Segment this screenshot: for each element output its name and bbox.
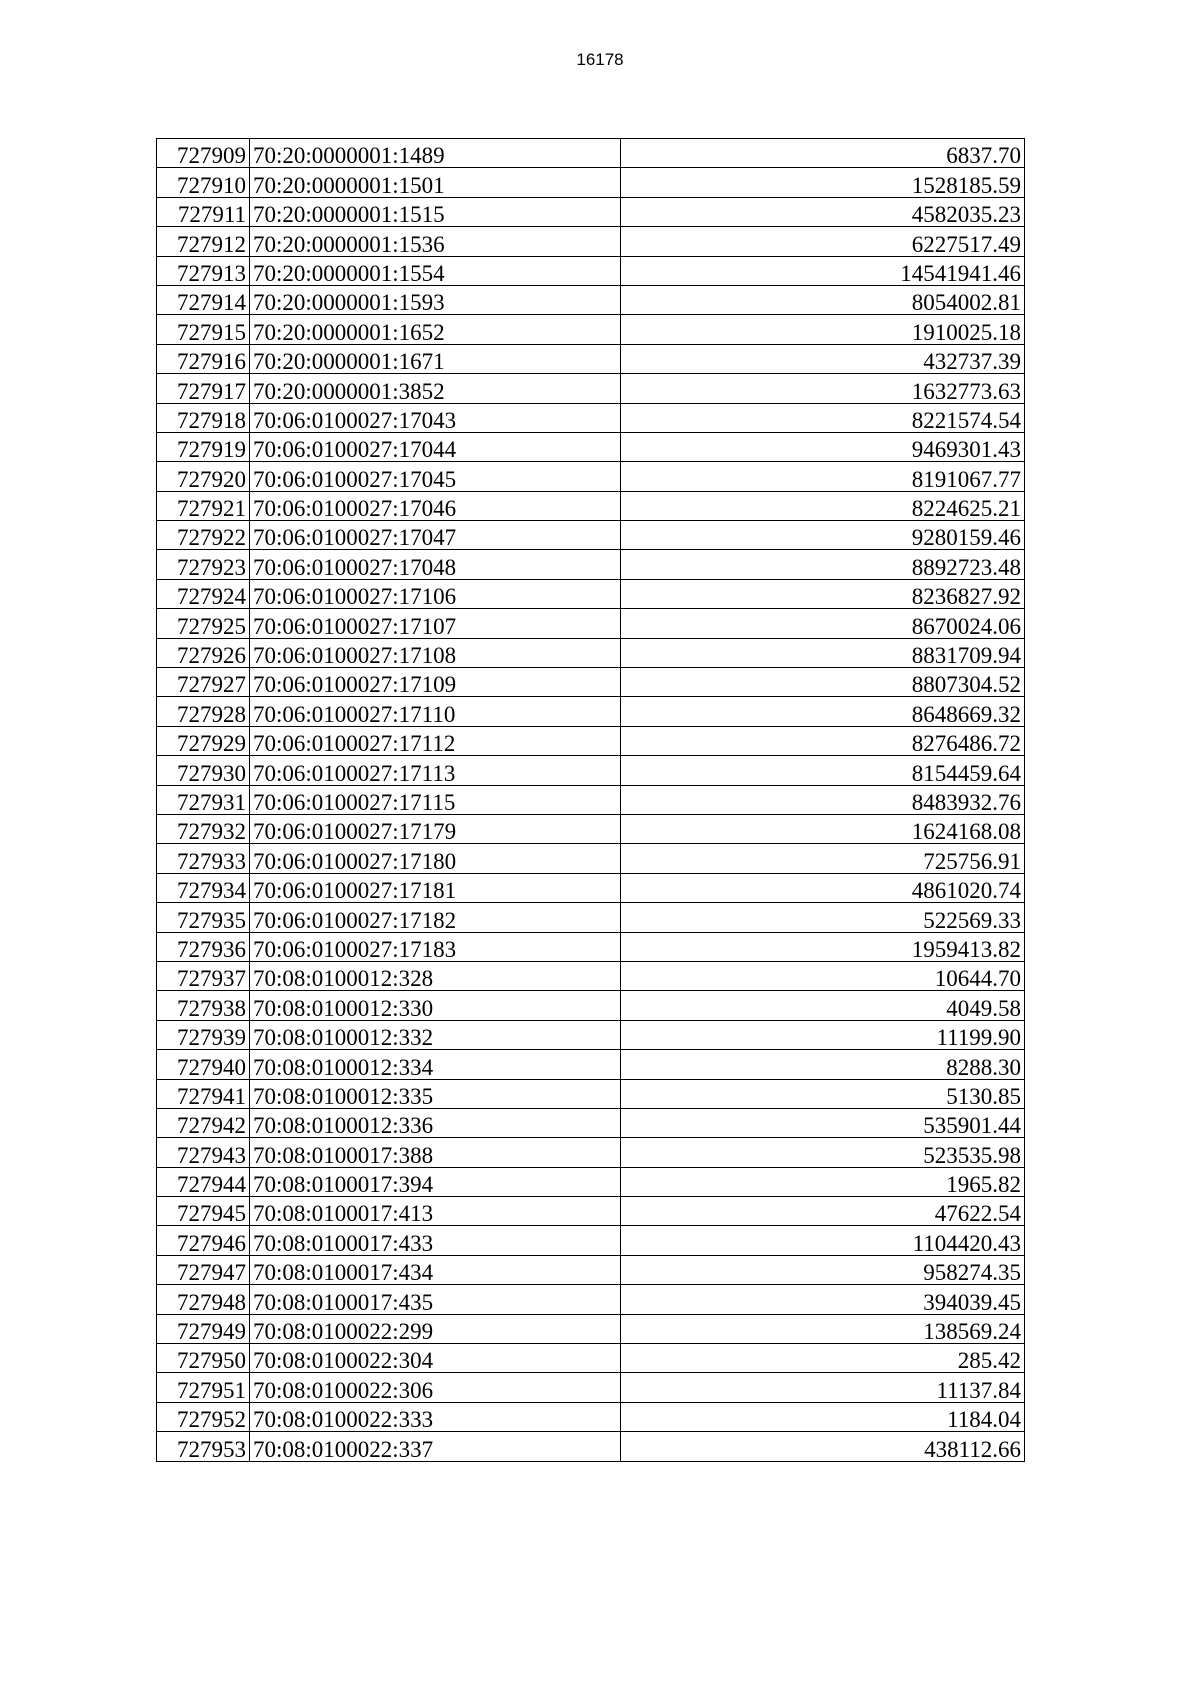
- cadastral-number-cell: 70:06:0100027:17181: [250, 873, 621, 902]
- cadastral-number-cell: 70:06:0100027:17106: [250, 579, 621, 608]
- row-number-cell: 727917: [157, 374, 250, 403]
- cadastral-number-cell: 70:06:0100027:17180: [250, 844, 621, 873]
- row-number-cell: 727926: [157, 638, 250, 667]
- value-cell: 8483932.76: [621, 785, 1025, 814]
- row-number-cell: 727938: [157, 991, 250, 1020]
- cadastral-number-cell: 70:08:0100012:328: [250, 961, 621, 990]
- row-number-cell: 727951: [157, 1373, 250, 1402]
- value-cell: 8154459.64: [621, 756, 1025, 785]
- value-cell: 285.42: [621, 1344, 1025, 1373]
- row-number-cell: 727932: [157, 814, 250, 843]
- value-cell: 9469301.43: [621, 432, 1025, 461]
- table-body: [157, 139, 1025, 1462]
- row-number-cell: 727912: [157, 227, 250, 256]
- row-number-cell: 727942: [157, 1108, 250, 1137]
- cadastral-number-cell: 70:08:0100017:434: [250, 1255, 621, 1284]
- table-row: [157, 1285, 1025, 1314]
- value-cell: 14541941.46: [621, 256, 1025, 285]
- row-number-cell: 727933: [157, 844, 250, 873]
- value-cell: 138569.24: [621, 1314, 1025, 1343]
- cadastral-number-cell: 70:20:0000001:1489: [250, 139, 621, 168]
- value-cell: 1965.82: [621, 1167, 1025, 1196]
- table-row: [157, 315, 1025, 344]
- row-number-cell: 727936: [157, 932, 250, 961]
- cadastral-number-cell: 70:06:0100027:17182: [250, 903, 621, 932]
- table-row: [157, 609, 1025, 638]
- table-row: [157, 1079, 1025, 1108]
- cadastral-number-cell: 70:06:0100027:17179: [250, 814, 621, 843]
- table-row: [157, 873, 1025, 902]
- table-row: [157, 932, 1025, 961]
- value-cell: 4582035.23: [621, 197, 1025, 226]
- cadastral-number-cell: 70:08:0100022:299: [250, 1314, 621, 1343]
- row-number-cell: 727915: [157, 315, 250, 344]
- value-cell: 10644.70: [621, 961, 1025, 990]
- cadastral-number-cell: 70:08:0100022:333: [250, 1402, 621, 1431]
- table-row: [157, 814, 1025, 843]
- cadastral-number-cell: 70:08:0100012:335: [250, 1079, 621, 1108]
- cadastral-number-cell: 70:06:0100027:17048: [250, 550, 621, 579]
- row-number-cell: 727924: [157, 579, 250, 608]
- row-number-cell: 727943: [157, 1138, 250, 1167]
- cadastral-number-cell: 70:08:0100012:334: [250, 1050, 621, 1079]
- cadastral-number-cell: 70:20:0000001:1671: [250, 344, 621, 373]
- cadastral-number-cell: 70:06:0100027:17108: [250, 638, 621, 667]
- cadastral-number-cell: 70:06:0100027:17045: [250, 462, 621, 491]
- value-cell: 6227517.49: [621, 227, 1025, 256]
- table-row: [157, 285, 1025, 314]
- table-row: [157, 1373, 1025, 1402]
- cadastral-number-cell: 70:20:0000001:1593: [250, 285, 621, 314]
- value-cell: 8276486.72: [621, 726, 1025, 755]
- value-cell: 8288.30: [621, 1050, 1025, 1079]
- row-number-cell: 727925: [157, 609, 250, 638]
- row-number-cell: 727949: [157, 1314, 250, 1343]
- table-row: [157, 1020, 1025, 1049]
- table-row: [157, 462, 1025, 491]
- value-cell: 8807304.52: [621, 668, 1025, 697]
- row-number-cell: 727930: [157, 756, 250, 785]
- row-number-cell: 727919: [157, 432, 250, 461]
- value-cell: 438112.66: [621, 1432, 1025, 1461]
- cadastral-number-cell: 70:08:0100017:394: [250, 1167, 621, 1196]
- row-number-cell: 727909: [157, 139, 250, 168]
- row-number-cell: 727953: [157, 1432, 250, 1461]
- value-cell: 958274.35: [621, 1255, 1025, 1284]
- value-cell: 8054002.81: [621, 285, 1025, 314]
- cadastral-number-cell: 70:20:0000001:1554: [250, 256, 621, 285]
- table-row: [157, 403, 1025, 432]
- table-row: [157, 521, 1025, 550]
- table-row: [157, 579, 1025, 608]
- cadastral-number-cell: 70:06:0100027:17115: [250, 785, 621, 814]
- cadastral-number-cell: 70:08:0100012:336: [250, 1108, 621, 1137]
- table-row: [157, 1167, 1025, 1196]
- row-number-cell: 727941: [157, 1079, 250, 1108]
- row-number-cell: 727916: [157, 344, 250, 373]
- row-number-cell: 727922: [157, 521, 250, 550]
- value-cell: 1528185.59: [621, 168, 1025, 197]
- table-row: [157, 668, 1025, 697]
- cadastral-number-cell: 70:20:0000001:1515: [250, 197, 621, 226]
- value-cell: 4049.58: [621, 991, 1025, 1020]
- table-row: [157, 197, 1025, 226]
- data-table: [156, 138, 1025, 1462]
- table-row: [157, 344, 1025, 373]
- table-row: [157, 756, 1025, 785]
- cadastral-number-cell: 70:20:0000001:3852: [250, 374, 621, 403]
- row-number-cell: 727939: [157, 1020, 250, 1049]
- cadastral-number-cell: 70:08:0100017:433: [250, 1226, 621, 1255]
- table-row: [157, 1344, 1025, 1373]
- value-cell: 8221574.54: [621, 403, 1025, 432]
- table-row: [157, 1432, 1025, 1461]
- value-cell: 11137.84: [621, 1373, 1025, 1402]
- value-cell: 432737.39: [621, 344, 1025, 373]
- value-cell: 8831709.94: [621, 638, 1025, 667]
- table-row: [157, 726, 1025, 755]
- cadastral-number-cell: 70:08:0100017:388: [250, 1138, 621, 1167]
- cadastral-number-cell: 70:06:0100027:17109: [250, 668, 621, 697]
- cadastral-number-cell: 70:06:0100027:17107: [250, 609, 621, 638]
- table-row: [157, 903, 1025, 932]
- value-cell: 1624168.08: [621, 814, 1025, 843]
- row-number-cell: 727931: [157, 785, 250, 814]
- value-cell: 8892723.48: [621, 550, 1025, 579]
- row-number-cell: 727948: [157, 1285, 250, 1314]
- table-row: [157, 1108, 1025, 1137]
- table-row: [157, 961, 1025, 990]
- table-row: [157, 1138, 1025, 1167]
- value-cell: 725756.91: [621, 844, 1025, 873]
- value-cell: 8224625.21: [621, 491, 1025, 520]
- row-number-cell: 727935: [157, 903, 250, 932]
- value-cell: 1184.04: [621, 1402, 1025, 1431]
- value-cell: 6837.70: [621, 139, 1025, 168]
- value-cell: 4861020.74: [621, 873, 1025, 902]
- table-row: [157, 1050, 1025, 1079]
- cadastral-number-cell: 70:06:0100027:17043: [250, 403, 621, 432]
- cadastral-number-cell: 70:08:0100022:337: [250, 1432, 621, 1461]
- table-row: [157, 550, 1025, 579]
- row-number-cell: 727910: [157, 168, 250, 197]
- row-number-cell: 727952: [157, 1402, 250, 1431]
- table-row: [157, 785, 1025, 814]
- row-number-cell: 727950: [157, 1344, 250, 1373]
- table-row: [157, 374, 1025, 403]
- cadastral-number-cell: 70:06:0100027:17047: [250, 521, 621, 550]
- value-cell: 394039.45: [621, 1285, 1025, 1314]
- cadastral-number-cell: 70:08:0100022:304: [250, 1344, 621, 1373]
- row-number-cell: 727927: [157, 668, 250, 697]
- table-row: [157, 168, 1025, 197]
- value-cell: 8648669.32: [621, 697, 1025, 726]
- table-row: [157, 1255, 1025, 1284]
- value-cell: 522569.33: [621, 903, 1025, 932]
- row-number-cell: 727918: [157, 403, 250, 432]
- row-number-cell: 727945: [157, 1197, 250, 1226]
- table-row: [157, 844, 1025, 873]
- row-number-cell: 727929: [157, 726, 250, 755]
- cadastral-number-cell: 70:06:0100027:17044: [250, 432, 621, 461]
- row-number-cell: 727923: [157, 550, 250, 579]
- row-number-cell: 727914: [157, 285, 250, 314]
- cadastral-number-cell: 70:06:0100027:17112: [250, 726, 621, 755]
- cadastral-number-cell: 70:08:0100022:306: [250, 1373, 621, 1402]
- cadastral-number-cell: 70:06:0100027:17110: [250, 697, 621, 726]
- value-cell: 523535.98: [621, 1138, 1025, 1167]
- value-cell: 1959413.82: [621, 932, 1025, 961]
- cadastral-number-cell: 70:06:0100027:17113: [250, 756, 621, 785]
- table-row: [157, 227, 1025, 256]
- value-cell: 535901.44: [621, 1108, 1025, 1137]
- value-cell: 1104420.43: [621, 1226, 1025, 1255]
- row-number-cell: 727937: [157, 961, 250, 990]
- cadastral-number-cell: 70:20:0000001:1536: [250, 227, 621, 256]
- cadastral-number-cell: 70:08:0100017:435: [250, 1285, 621, 1314]
- value-cell: 8236827.92: [621, 579, 1025, 608]
- row-number-cell: 727947: [157, 1255, 250, 1284]
- row-number-cell: 727921: [157, 491, 250, 520]
- row-number-cell: 727934: [157, 873, 250, 902]
- value-cell: 1910025.18: [621, 315, 1025, 344]
- cadastral-number-cell: 70:06:0100027:17183: [250, 932, 621, 961]
- row-number-cell: 727928: [157, 697, 250, 726]
- value-cell: 1632773.63: [621, 374, 1025, 403]
- cadastral-number-cell: 70:06:0100027:17046: [250, 491, 621, 520]
- cadastral-number-cell: 70:08:0100012:330: [250, 991, 621, 1020]
- cadastral-number-cell: 70:20:0000001:1652: [250, 315, 621, 344]
- table-row: [157, 1402, 1025, 1431]
- table-row: [157, 1226, 1025, 1255]
- table-row: [157, 491, 1025, 520]
- table-row: [157, 139, 1025, 168]
- table-row: [157, 432, 1025, 461]
- value-cell: 47622.54: [621, 1197, 1025, 1226]
- value-cell: 8670024.06: [621, 609, 1025, 638]
- page-number: 16178: [576, 50, 624, 69]
- cadastral-number-cell: 70:20:0000001:1501: [250, 168, 621, 197]
- row-number-cell: 727920: [157, 462, 250, 491]
- table-row: [157, 697, 1025, 726]
- table-row: [157, 1314, 1025, 1343]
- cadastral-number-cell: 70:08:0100012:332: [250, 1020, 621, 1049]
- table-row: [157, 991, 1025, 1020]
- row-number-cell: 727944: [157, 1167, 250, 1196]
- row-number-cell: 727940: [157, 1050, 250, 1079]
- table-row: [157, 1197, 1025, 1226]
- value-cell: 5130.85: [621, 1079, 1025, 1108]
- row-number-cell: 727946: [157, 1226, 250, 1255]
- value-cell: 8191067.77: [621, 462, 1025, 491]
- table-row: [157, 638, 1025, 667]
- value-cell: 9280159.46: [621, 521, 1025, 550]
- row-number-cell: 727911: [157, 197, 250, 226]
- cadastral-number-cell: 70:08:0100017:413: [250, 1197, 621, 1226]
- row-number-cell: 727913: [157, 256, 250, 285]
- value-cell: 11199.90: [621, 1020, 1025, 1049]
- table-row: [157, 256, 1025, 285]
